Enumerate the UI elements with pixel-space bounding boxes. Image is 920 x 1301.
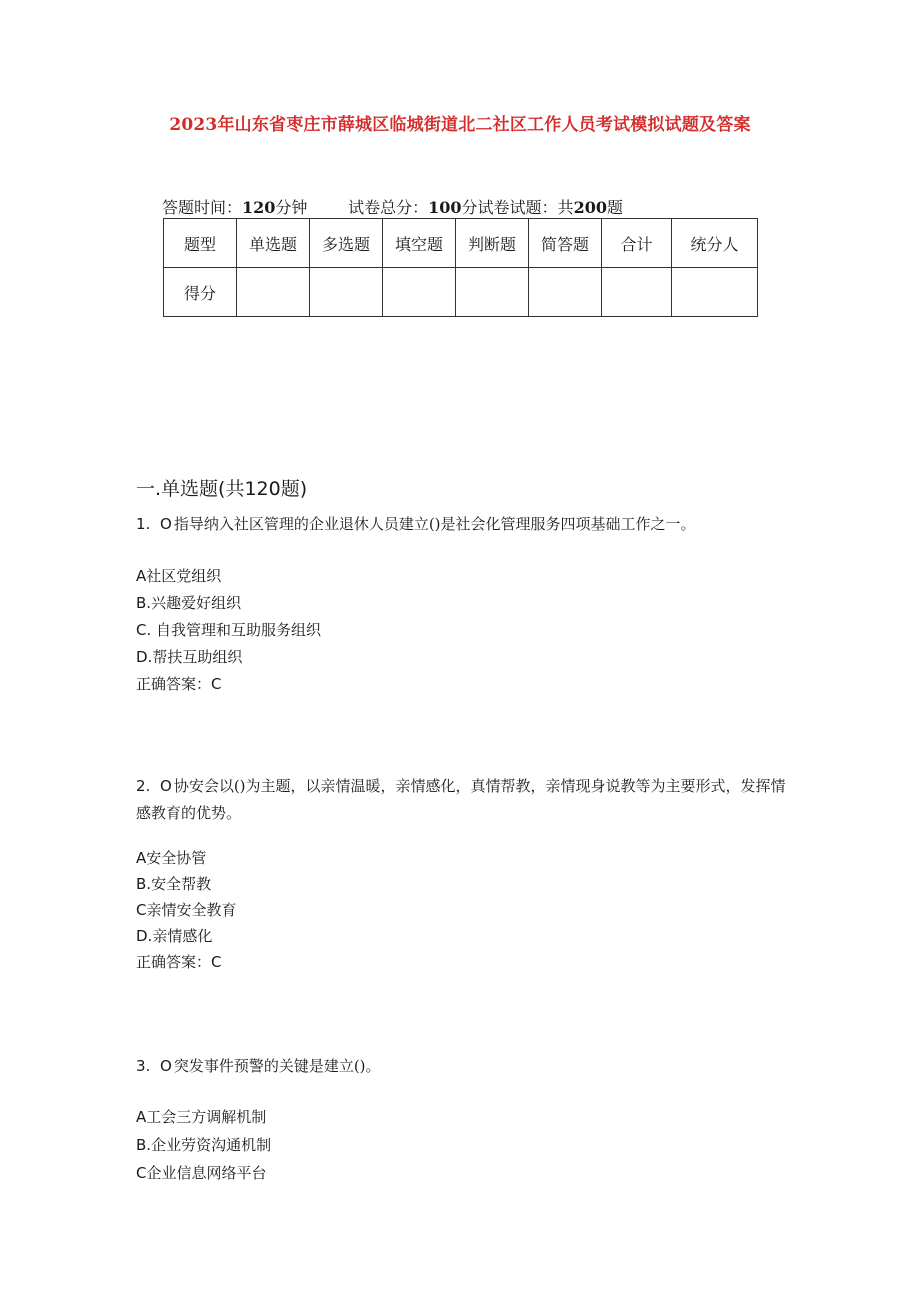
score-cell bbox=[529, 268, 602, 317]
option-text: 安全协管 bbox=[146, 849, 207, 867]
option-key: D. bbox=[136, 927, 153, 945]
question-text: 协安会以()为主题，以亲情温暖，亲情感化，真情帮教，亲情现身说教等为主要形式，发挥情感教育的优势。 bbox=[136, 777, 786, 822]
exam-time-unit: 分钟 bbox=[275, 198, 308, 217]
question-1 bbox=[136, 511, 796, 698]
option-a bbox=[136, 1103, 796, 1131]
answer-value: C bbox=[211, 953, 222, 971]
score-table-header-row bbox=[164, 219, 758, 268]
header-cell-single: 单选题 bbox=[237, 219, 310, 268]
option-text: 兴趣爱好组织 bbox=[151, 594, 242, 612]
exam-total-label: 试卷总分： bbox=[348, 198, 429, 217]
answer-line bbox=[136, 949, 796, 975]
exam-total-value: 100 bbox=[428, 198, 462, 217]
option-text: 自我管理和互助服务组织 bbox=[151, 621, 322, 639]
question-number: 1. bbox=[136, 515, 151, 533]
option-c bbox=[136, 1159, 796, 1187]
options-list bbox=[136, 845, 796, 975]
question-text: 指导纳入社区管理的企业退休人员建立()是社会化管理服务四项基础工作之一。 bbox=[173, 515, 696, 533]
exam-count-value: 200 bbox=[573, 198, 607, 217]
section-heading: 一.单选题(共120题) bbox=[136, 478, 308, 500]
score-row-label: 得分 bbox=[164, 268, 237, 317]
question-text: 突发事件预警的关键是建立()。 bbox=[173, 1057, 381, 1075]
option-key: B. bbox=[136, 594, 152, 612]
option-a bbox=[136, 845, 796, 871]
score-cell bbox=[383, 268, 456, 317]
score-cell bbox=[602, 268, 672, 317]
answer-value: C bbox=[211, 675, 222, 693]
document-title: 2023年山东省枣庄市薛城区临城街道北二社区工作人员考试模拟试题及答案 bbox=[169, 115, 751, 135]
score-cell bbox=[310, 268, 383, 317]
score-cell bbox=[456, 268, 529, 317]
exam-time-value: 120 bbox=[242, 198, 276, 217]
option-text: 亲情安全教育 bbox=[146, 901, 237, 919]
option-d bbox=[136, 923, 796, 949]
question-marker: O bbox=[160, 515, 172, 533]
question-number: 3. bbox=[136, 1057, 151, 1075]
option-b bbox=[136, 871, 796, 897]
exam-count-unit: 题 bbox=[606, 198, 623, 217]
option-key: A bbox=[136, 567, 147, 585]
option-text: 亲情感化 bbox=[152, 927, 213, 945]
question-marker: O bbox=[160, 1057, 172, 1075]
option-b bbox=[136, 1131, 796, 1159]
option-key: C bbox=[136, 901, 147, 919]
option-c bbox=[136, 617, 796, 644]
exam-info-line bbox=[162, 195, 623, 218]
option-text: 帮扶互助组织 bbox=[152, 648, 243, 666]
option-b bbox=[136, 590, 796, 617]
options-list bbox=[136, 1103, 796, 1187]
header-cell-total: 合计 bbox=[602, 219, 672, 268]
exam-total-unit: 分试卷试题：共 bbox=[461, 198, 574, 217]
option-text: 社区党组织 bbox=[146, 567, 222, 585]
question-number: 2. bbox=[136, 777, 151, 795]
header-cell-fill: 填空题 bbox=[383, 219, 456, 268]
question-marker: O bbox=[160, 777, 172, 795]
header-cell-type: 题型 bbox=[164, 219, 237, 268]
question-stem bbox=[136, 773, 796, 827]
score-cell bbox=[672, 268, 758, 317]
option-a bbox=[136, 563, 796, 590]
option-key: A bbox=[136, 849, 147, 867]
option-text: 企业劳资沟通机制 bbox=[151, 1136, 272, 1154]
option-key: C. bbox=[136, 621, 152, 639]
answer-line bbox=[136, 671, 796, 698]
option-text: 安全帮教 bbox=[151, 875, 212, 893]
score-table bbox=[163, 218, 758, 317]
option-d bbox=[136, 644, 796, 671]
header-cell-short: 简答题 bbox=[529, 219, 602, 268]
header-cell-multi: 多选题 bbox=[310, 219, 383, 268]
header-cell-judge: 判断题 bbox=[456, 219, 529, 268]
answer-label: 正确答案： bbox=[136, 675, 212, 693]
option-key: B. bbox=[136, 1136, 152, 1154]
exam-time-label: 答题时间： bbox=[162, 198, 243, 217]
option-key: D. bbox=[136, 648, 153, 666]
question-stem bbox=[136, 511, 796, 538]
option-key: C bbox=[136, 1164, 147, 1182]
options-list bbox=[136, 563, 796, 698]
option-c bbox=[136, 897, 796, 923]
score-table-score-row bbox=[164, 268, 758, 317]
option-key: A bbox=[136, 1108, 147, 1126]
answer-label: 正确答案： bbox=[136, 953, 212, 971]
header-cell-scorer: 统分人 bbox=[672, 219, 758, 268]
question-3 bbox=[136, 1053, 796, 1187]
question-stem bbox=[136, 1053, 796, 1080]
option-key: B. bbox=[136, 875, 152, 893]
option-text: 企业信息网络平台 bbox=[146, 1164, 267, 1182]
question-2 bbox=[136, 773, 796, 975]
score-cell bbox=[237, 268, 310, 317]
option-text: 工会三方调解机制 bbox=[146, 1108, 267, 1126]
